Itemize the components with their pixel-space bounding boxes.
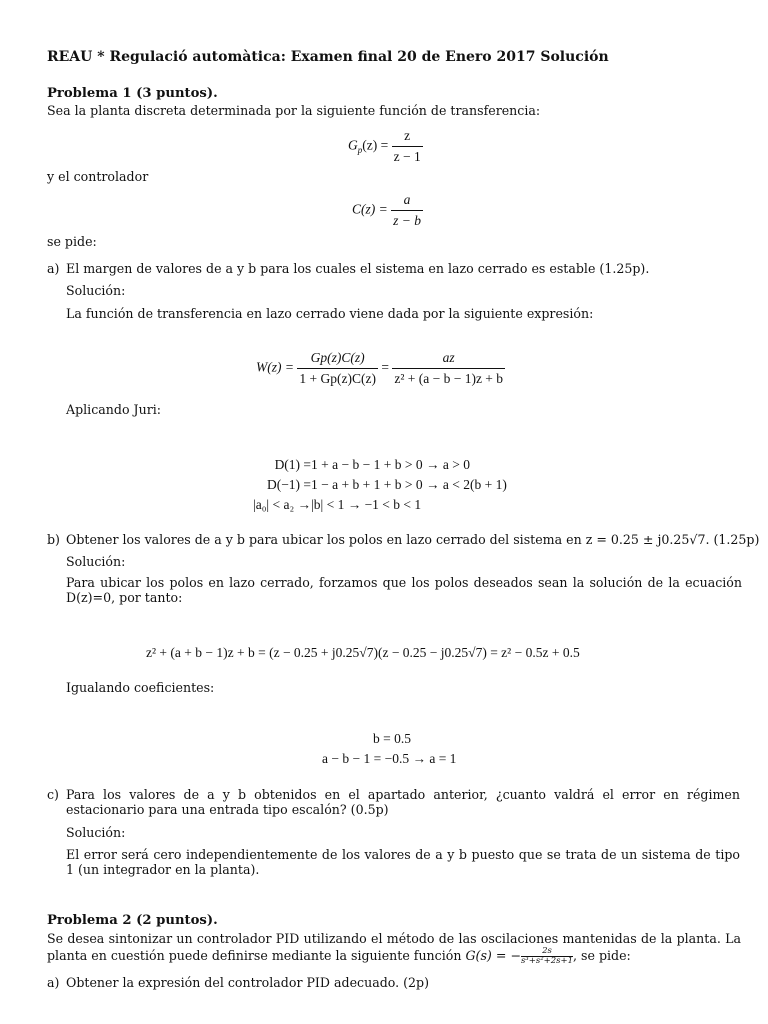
result-a: a − b − 1 = −0.5 → a = 1: [322, 751, 457, 766]
plant-transfer-function: $G_p(z)$ = $\frac{z}{z - 1}$: [348, 128, 421, 164]
item-b-solution-label: Solución:: [66, 554, 126, 569]
juri-conditions: D(1) = 1 + a − b − 1 + b > 0 → a > 0 D(−1) = 1 − a + b + 1 + b > 0 → a < 2(b + 1) |a₀| < a₂ → |b| < 1 → −1 < b < 1: [253, 457, 507, 512]
item-a-text: El margen de valores de a y b para los cuales el sistema en lazo cerrado es estable (1.25p).: [66, 261, 650, 276]
se-pide: se pide:: [47, 234, 97, 249]
problem-1-heading: Problema 1 (3 puntos).: [47, 86, 218, 101]
juri-label: Aplicando Juri:: [66, 402, 161, 417]
result-b: b = 0.5: [373, 731, 411, 746]
item-b-text: Obtener los valores de a y b para ubicar los polos en lazo cerrado del sistema en z = 0.25 ± j0.25√7. (1.25p): [66, 532, 760, 547]
problem-2-item-a-text: Obtener la expresión del controlador PID adecuado. (2p): [66, 975, 430, 990]
controller-intro: y el controlador: [47, 169, 149, 184]
problem-2-item-a-label: a): [47, 975, 60, 990]
item-c-description: El error será cero independientemente de los valores de a y b puesto que se trata de un sistema de tipo 1 (un integrador en la planta).: [66, 847, 740, 877]
page-title: REAU * Regulació automàtica: Examen final 20 de Enero 2017 Solución: [47, 49, 609, 65]
pole-placement-equation: z² + (a + b − 1)z + b = (z − 0.25 + j0.25√7)(z − 0.25 − j0.25√7) = z² − 0.5z + 0.5: [146, 645, 580, 660]
item-c-label: c): [47, 787, 59, 802]
controller-transfer-function: C(z) = $\frac{a}{z - b}$: [352, 192, 421, 228]
coefficients-label: Igualando coeficientes:: [66, 680, 215, 695]
item-a-label: a): [47, 261, 60, 276]
item-b-description: Para ubicar los polos en lazo cerrado, forzamos que los polos deseados sean la solución de la ecuación D(z)=0, por tanto:: [66, 575, 742, 605]
problem-2-heading: Problema 2 (2 puntos).: [47, 913, 218, 928]
item-a-description: La función de transferencia en lazo cerrado viene dada por la siguiente expresión:: [66, 306, 594, 321]
problem-2-intro: Se desea sintonizar un controlador PID utilizando el método de las oscilaciones mantenidas de la planta. La planta en cuestión puede definirse mediante la siguiente función G(s) = − $\frac{2s}{\text{s³+s²+2s+1}}$ , se pide:: [47, 931, 741, 966]
item-c-text: Para los valores de a y b obtenidos en el apartado anterior, ¿cuanto valdrá el error en régimen estacionario para una entrada tipo escalón? (0.5p): [66, 787, 740, 817]
closed-loop-transfer-function: W(z) = $\frac{Gp(z)C(z)}{1 + Gp(z)C(z)}$ = $\frac{az}{\text{z² + (a − b − 1)z + b}}$: [256, 350, 504, 386]
item-a-solution-label: Solución:: [66, 283, 126, 298]
item-c-solution-label: Solución:: [66, 825, 126, 840]
problem-1-intro: Sea la planta discreta determinada por la siguiente función de transferencia:: [47, 103, 541, 118]
item-b-label: b): [47, 532, 60, 547]
